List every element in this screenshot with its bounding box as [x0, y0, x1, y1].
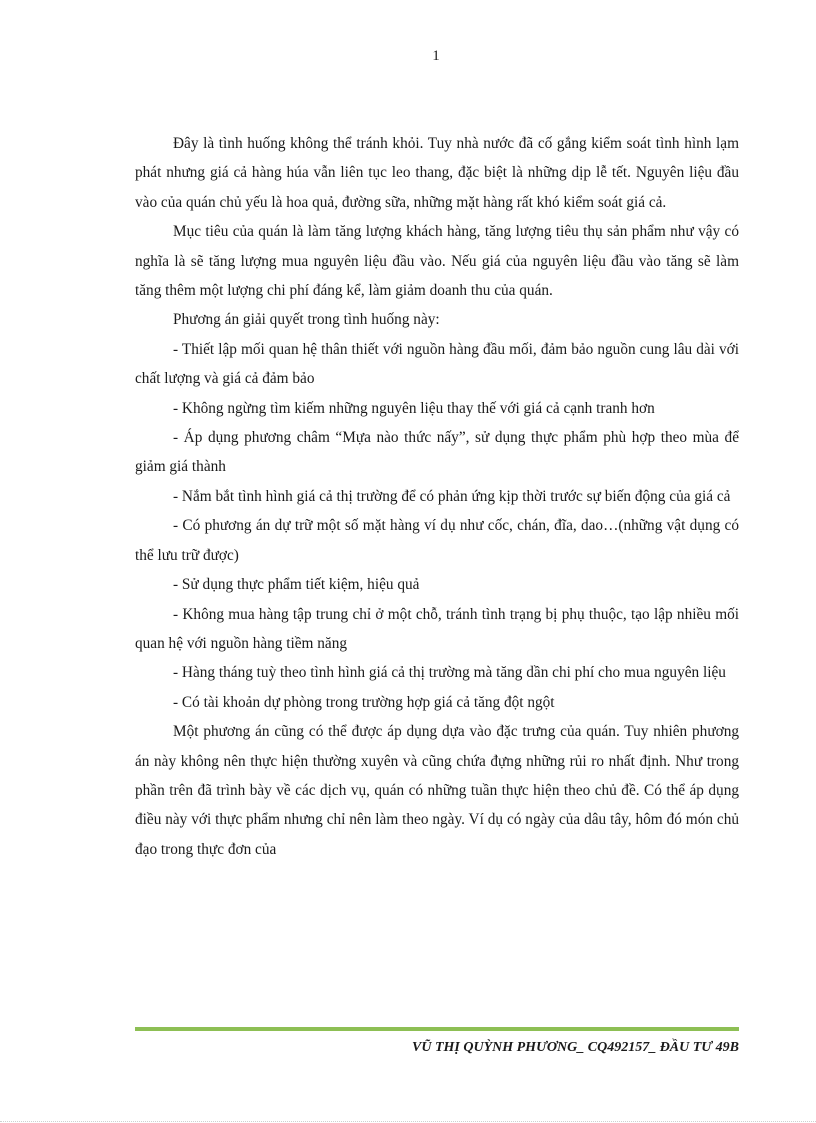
- footer-divider: [135, 1027, 739, 1031]
- page-edge: [0, 1121, 816, 1122]
- footer-author: VŨ THỊ QUỲNH PHƯƠNG_ CQ492157_ ĐẦU TƯ 49B: [412, 1040, 739, 1055]
- bullet-item: - Áp dụng phương châm “Mựa nào thức nấy”, sử dụng thực phẩm phù hợp theo mùa để giảm giá thành: [135, 429, 739, 476]
- paragraph: Đây là tình huống không thể tránh khỏi. Tuy nhà nước đã cố gắng kiểm soát tình hình lạm phát nhưng giá cả hàng húa vẫn liên tục leo thang, đặc biệt là những dịp lễ tết. Nguyên liệu đầu vào của quán chủ yếu là hoa quả, đường sữa, những mặt hàng rất khó kiểm soát giá cả.: [135, 135, 739, 211]
- bullet-item: - Có tài khoản dự phòng trong trường hợp giá cả tăng đột ngột: [173, 693, 555, 711]
- page-number: 1: [432, 48, 440, 64]
- bullet-item: - Sử dụng thực phẩm tiết kiệm, hiệu quả: [173, 576, 420, 594]
- bullet-item: - Hàng tháng tuỳ theo tình hình giá cả thị trường mà tăng dần chi phí cho mua nguyên liệu: [173, 664, 726, 682]
- bullet-item: - Thiết lập mối quan hệ thân thiết với nguồn hàng đầu mối, đảm bảo nguồn cung lâu dài với chất lượng và giá cả đảm bảo: [135, 340, 739, 388]
- paragraph: Mục tiêu của quán là làm tăng lượng khách hàng, tăng lượng tiêu thụ sản phẩm như vậy có nghĩa là sẽ tăng lượng mua nguyên liệu đầu vào. Nếu giá của nguyên liệu đầu vào tăng sẽ làm tăng thêm một lượng chi phí đáng kể, làm giảm doanh thu của quán.: [135, 223, 739, 300]
- bullet-item: - Không mua hàng tập trung chỉ ở một chỗ, tránh tình trạng bị phụ thuộc, tạo lập nhiều mối quan hệ với nguồn hàng tiềm năng: [135, 605, 739, 652]
- paragraph: Phương án giải quyết trong tình huống này:: [173, 311, 440, 329]
- body-text: [135, 129, 739, 864]
- paragraph: Một phương án cũng có thể được áp dụng dựa vào đặc trưng của quán. Tuy nhiên phương án này không nên thực hiện thường xuyên và cũng chứa đựng những rủi ro nhất định. Như trong phần trên đã trình bày về các dịch vụ, quán có những tuần thực hiện theo chủ đề. Có thể áp dụng điều này với thực phẩm nhưng chỉ nên làm theo ngày. Ví dụ có ngày của dâu tây, hôm đó món chủ đạo trong thực đơn của: [135, 723, 739, 858]
- bullet-item: - Nắm bắt tình hình giá cả thị trường để có phản ứng kịp thời trước sự biến động của giá cả: [173, 487, 731, 505]
- bullet-item: - Có phương án dự trữ một số mặt hàng ví dụ như cốc, chán, đĩa, dao…(những vật dụng có thể lưu trữ được): [135, 517, 739, 564]
- bullet-item: - Không ngừng tìm kiếm những nguyên liệu thay thế với giá cả cạnh tranh hơn: [173, 399, 655, 417]
